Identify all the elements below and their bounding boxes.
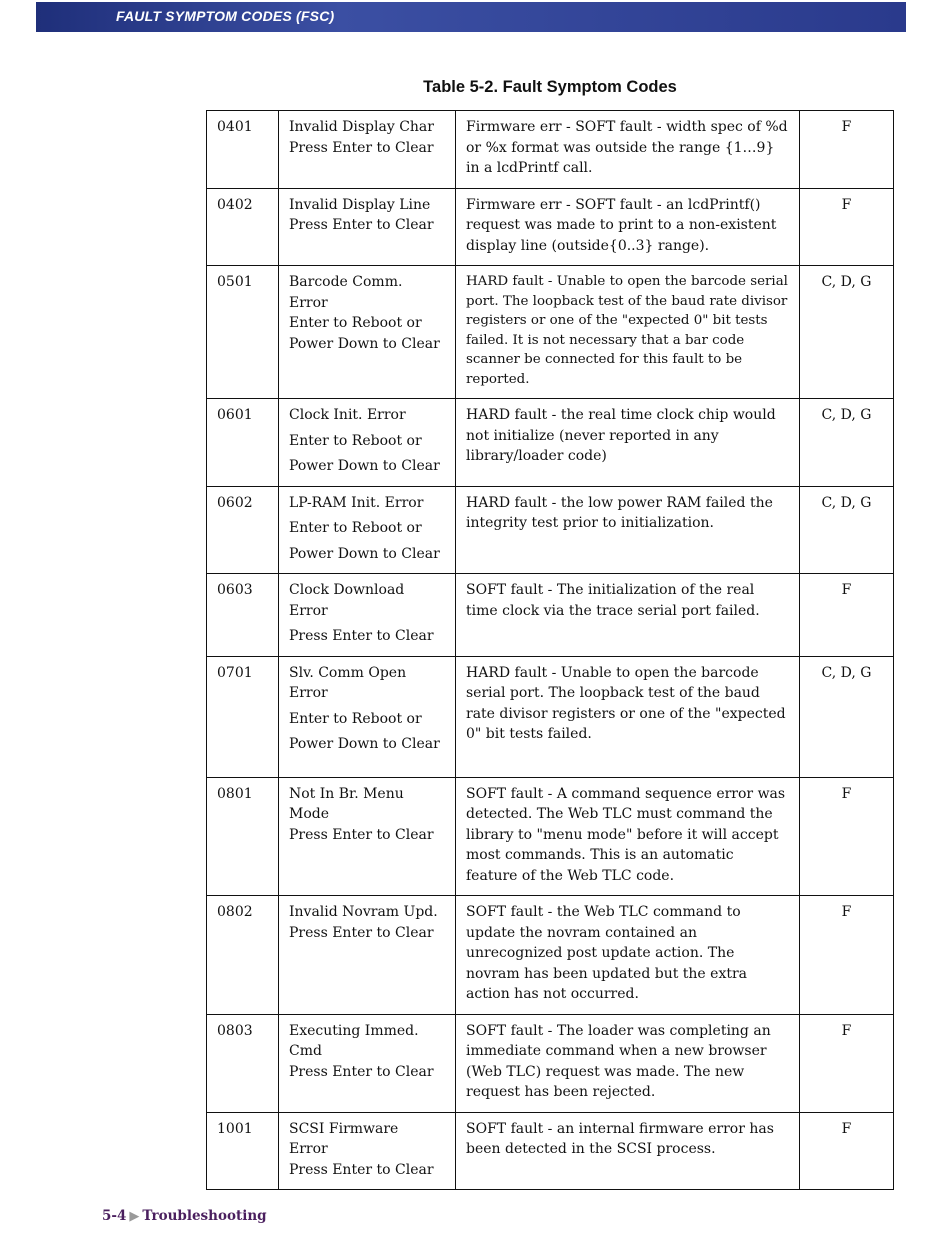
triangle-right-icon: ▶ <box>129 1209 140 1224</box>
display-message-cell <box>279 1014 456 1112</box>
display-message-line: Slv. Comm Open <box>289 664 407 681</box>
table-row <box>207 188 894 266</box>
display-message-line: Press Enter to Clear <box>289 139 434 156</box>
fsc-code-cell: 0603 <box>207 574 279 657</box>
fsc-code-cell: 1001 <box>207 1112 279 1190</box>
display-message-line: LP-RAM Init. Error <box>289 494 424 511</box>
action-code-cell: F <box>800 1014 894 1112</box>
display-message-line: Error <box>289 1141 328 1157</box>
display-message-line: Power Down to Clear <box>289 458 440 474</box>
display-message-cell <box>279 777 456 896</box>
fault-description-cell: SOFT fault - The initialization of the real time clock via the trace serial port failed. <box>456 574 800 657</box>
action-code-cell: C, D, G <box>800 266 894 399</box>
display-message-cell <box>279 574 456 657</box>
table-row <box>207 1112 894 1190</box>
fsc-code-cell: 0803 <box>207 1014 279 1112</box>
action-code-cell: F <box>800 777 894 896</box>
fsc-code-cell: 0402 <box>207 188 279 266</box>
display-message-line: Invalid Display Line <box>289 196 431 213</box>
display-message-line: Press Enter to Clear <box>289 217 434 233</box>
fault-symptom-codes-table <box>206 110 894 1190</box>
fsc-code-cell: 0601 <box>207 399 279 487</box>
display-message-line: Cmd <box>289 1043 322 1059</box>
display-message-line: Press Enter to Clear <box>289 1161 434 1178</box>
display-message-line: Power Down to Clear <box>289 736 440 752</box>
display-message-line: Invalid Display Char <box>289 119 434 135</box>
display-message-cell <box>279 399 456 487</box>
header-bar <box>36 2 906 32</box>
display-message-line: Enter to Reboot or <box>289 520 422 536</box>
action-code-cell: C, D, G <box>800 399 894 487</box>
display-message-cell <box>279 1112 456 1190</box>
table-row <box>207 656 894 777</box>
table-row <box>207 777 894 896</box>
table-row <box>207 486 894 574</box>
display-message-line: Press Enter to Clear <box>289 924 434 941</box>
table-row <box>207 399 894 487</box>
display-message-line: Executing Immed. <box>289 1022 419 1039</box>
action-code-cell: F <box>800 1112 894 1190</box>
fault-description-cell: SOFT fault - the Web TLC command to update the novram contained an unrecognized post update action. The novram has been updated but the extra action has not occurred. <box>456 896 800 1015</box>
table-row <box>207 574 894 657</box>
display-message-line: Enter to Reboot or <box>289 432 422 449</box>
display-message-line: Press Enter to Clear <box>289 826 434 843</box>
header-title: FAULT SYMPTOM CODES (FSC) <box>116 8 335 24</box>
fault-description-cell: HARD fault - Unable to open the barcode serial port. The loopback test of the baud rate divisor registers or one of the "expected 0" bit tests failed. It is not necessary that a bar code scanner be connected for this fault to be reported. <box>456 266 800 399</box>
display-message-line: Power Down to Clear <box>289 335 440 352</box>
display-message-line: Press Enter to Clear <box>289 628 434 644</box>
fault-description-cell: HARD fault - the real time clock chip would not initialize (never reported in any library/loader code) <box>456 399 800 487</box>
display-message-line: Error <box>289 294 328 311</box>
display-message-line: Enter to Reboot or <box>289 710 422 727</box>
fault-description-cell: SOFT fault - The loader was completing an immediate command when a new browser (Web TLC) request was made. The new request has been rejected. <box>456 1014 800 1112</box>
fsc-code-cell: 0602 <box>207 486 279 574</box>
table-body <box>207 111 894 1190</box>
page-number: 5-4 <box>102 1208 127 1224</box>
fault-description-cell: Firmware err - SOFT fault - width spec of %d or %x format was outside the range {1…9} in a lcdPrintf call. <box>456 111 800 189</box>
table-row <box>207 896 894 1015</box>
action-code-cell: F <box>800 574 894 657</box>
fsc-code-cell: 0701 <box>207 656 279 777</box>
fault-description-cell: Firmware err - SOFT fault - an lcdPrintf() request was made to print to a non-existent display line (outside{0..3} range). <box>456 188 800 266</box>
fsc-code-cell: 0401 <box>207 111 279 189</box>
table-row <box>207 111 894 189</box>
table-row <box>207 1014 894 1112</box>
display-message-line: Not In Br. Menu <box>289 785 404 802</box>
display-message-cell <box>279 188 456 266</box>
display-message-line: Clock Init. Error <box>289 407 406 423</box>
table-title: Table 5-2. Fault Symptom Codes <box>423 78 677 96</box>
display-message-cell <box>279 111 456 189</box>
page-footer <box>102 1208 267 1224</box>
display-message-line: Press Enter to Clear <box>289 1063 434 1080</box>
fault-description-cell: SOFT fault - an internal firmware error has been detected in the SCSI process. <box>456 1112 800 1190</box>
display-message-line: SCSI Firmware <box>289 1120 399 1137</box>
display-message-cell <box>279 896 456 1015</box>
action-code-cell: C, D, G <box>800 486 894 574</box>
display-message-line: Invalid Novram Upd. <box>289 904 438 920</box>
display-message-cell <box>279 486 456 574</box>
fault-description-cell: SOFT fault - A command sequence error was detected. The Web TLC must command the library to "menu mode" before it will accept most commands. This is an automatic feature of the Web TLC code. <box>456 777 800 896</box>
fault-description-cell: HARD fault - the low power RAM failed the integrity test prior to initialization. <box>456 486 800 574</box>
display-message-line: Error <box>289 685 328 701</box>
table-row <box>207 266 894 399</box>
display-message-line: Clock Download <box>289 582 405 598</box>
action-code-cell: C, D, G <box>800 656 894 777</box>
fsc-code-cell: 0501 <box>207 266 279 399</box>
fsc-code-cell: 0802 <box>207 896 279 1015</box>
action-code-cell: F <box>800 111 894 189</box>
display-message-line: Mode <box>289 806 330 822</box>
display-message-line: Barcode Comm. <box>289 274 403 290</box>
display-message-cell <box>279 266 456 399</box>
display-message-line: Power Down to Clear <box>289 545 440 562</box>
fault-description-cell: HARD fault - Unable to open the barcode serial port. The loopback test of the baud rate divisor registers or one of the "expected 0" bit tests failed. <box>456 656 800 777</box>
action-code-cell: F <box>800 896 894 1015</box>
display-message-line: Error <box>289 602 328 619</box>
fsc-code-cell: 0801 <box>207 777 279 896</box>
action-code-cell: F <box>800 188 894 266</box>
display-message-cell <box>279 656 456 777</box>
display-message-line: Enter to Reboot or <box>289 315 422 331</box>
section-name: Troubleshooting <box>142 1208 267 1224</box>
